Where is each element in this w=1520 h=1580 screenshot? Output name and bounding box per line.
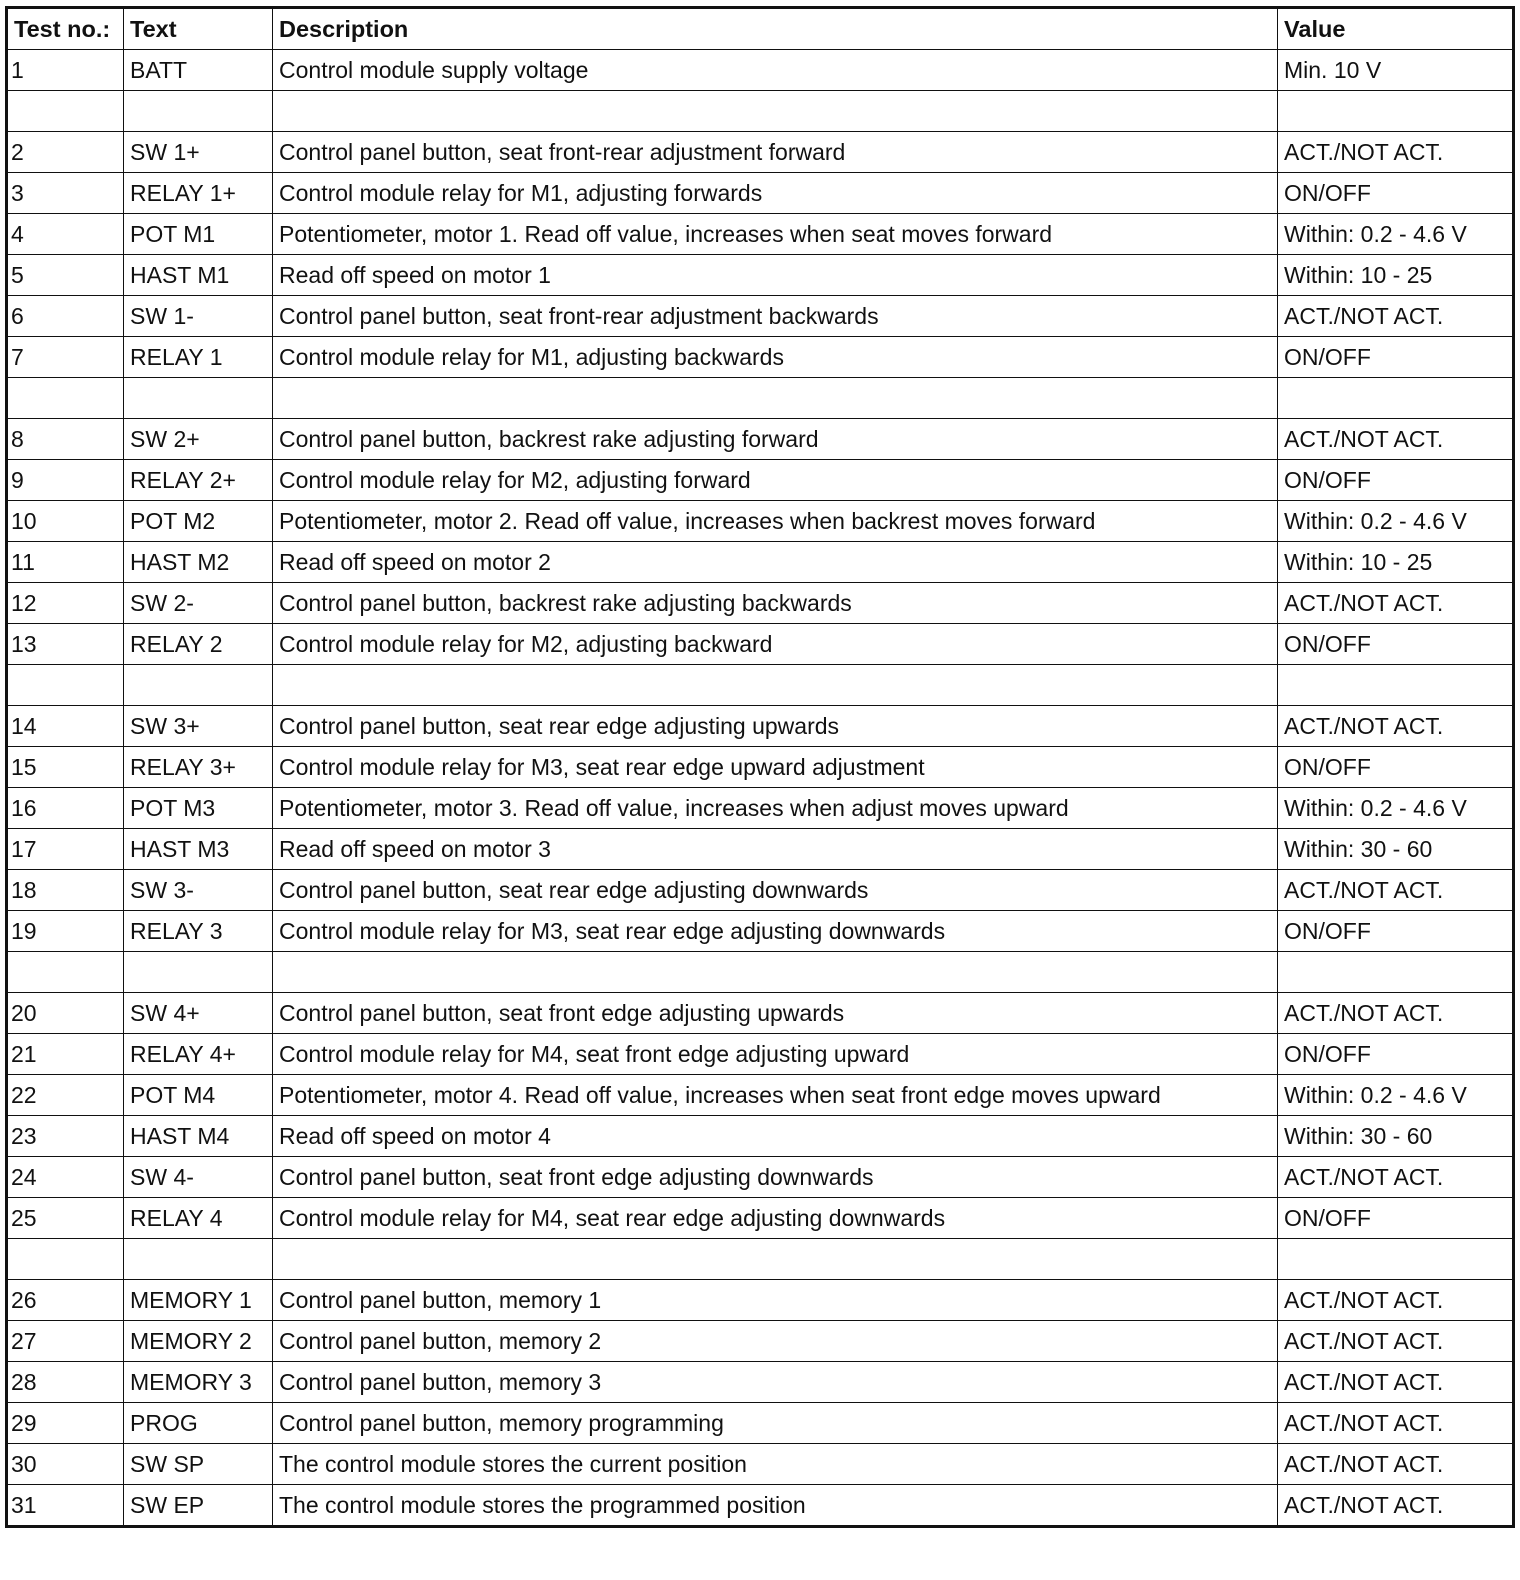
cell-value: ACT./NOT ACT.	[1278, 1280, 1514, 1321]
cell-text-empty	[124, 91, 273, 132]
cell-value-empty	[1278, 378, 1514, 419]
table-row	[7, 829, 1514, 870]
cell-value: Within: 10 - 25	[1278, 255, 1514, 296]
cell-text: SW 4-	[124, 1157, 273, 1198]
cell-description: Control panel button, memory programming	[273, 1403, 1278, 1444]
cell-description: Read off speed on motor 4	[273, 1116, 1278, 1157]
table-row	[7, 1075, 1514, 1116]
table-row-spacer	[7, 665, 1514, 706]
cell-description: Read off speed on motor 3	[273, 829, 1278, 870]
cell-text: RELAY 1+	[124, 173, 273, 214]
cell-test-no: 31	[7, 1485, 124, 1527]
cell-text: POT M1	[124, 214, 273, 255]
cell-value: ON/OFF	[1278, 624, 1514, 665]
cell-value: ACT./NOT ACT.	[1278, 1485, 1514, 1527]
cell-text: BATT	[124, 50, 273, 91]
cell-value: ACT./NOT ACT.	[1278, 1321, 1514, 1362]
table-row-spacer	[7, 1239, 1514, 1280]
cell-description: Potentiometer, motor 4. Read off value, increases when seat front edge moves upward	[273, 1075, 1278, 1116]
cell-text: SW 1+	[124, 132, 273, 173]
cell-text: SW EP	[124, 1485, 273, 1527]
header-value: Value	[1278, 8, 1514, 50]
cell-value: Within: 0.2 - 4.6 V	[1278, 788, 1514, 829]
table-row	[7, 1403, 1514, 1444]
cell-description: Control module supply voltage	[273, 50, 1278, 91]
cell-test-no: 14	[7, 706, 124, 747]
cell-test-no: 1	[7, 50, 124, 91]
cell-test-no: 21	[7, 1034, 124, 1075]
cell-test-no: 12	[7, 583, 124, 624]
table-row	[7, 132, 1514, 173]
cell-value: ON/OFF	[1278, 337, 1514, 378]
cell-value: ON/OFF	[1278, 173, 1514, 214]
cell-description: Control panel button, memory 2	[273, 1321, 1278, 1362]
cell-description: Control panel button, seat front-rear adjustment forward	[273, 132, 1278, 173]
cell-value: ACT./NOT ACT.	[1278, 583, 1514, 624]
cell-test-no: 23	[7, 1116, 124, 1157]
table-row	[7, 993, 1514, 1034]
cell-description-empty	[273, 952, 1278, 993]
cell-description: The control module stores the current position	[273, 1444, 1278, 1485]
cell-description: Control module relay for M3, seat rear edge adjusting downwards	[273, 911, 1278, 952]
cell-test-no: 13	[7, 624, 124, 665]
cell-text: SW 4+	[124, 993, 273, 1034]
cell-value: Min. 10 V	[1278, 50, 1514, 91]
cell-text: POT M2	[124, 501, 273, 542]
cell-value: ACT./NOT ACT.	[1278, 1157, 1514, 1198]
cell-value: ON/OFF	[1278, 747, 1514, 788]
table-row	[7, 1198, 1514, 1239]
table-row	[7, 501, 1514, 542]
table-row	[7, 1321, 1514, 1362]
cell-value-empty	[1278, 91, 1514, 132]
cell-value: ACT./NOT ACT.	[1278, 706, 1514, 747]
table-row	[7, 296, 1514, 337]
table-row	[7, 1280, 1514, 1321]
cell-description: Control panel button, seat front edge adjusting downwards	[273, 1157, 1278, 1198]
cell-text: SW 3-	[124, 870, 273, 911]
cell-value: ACT./NOT ACT.	[1278, 1444, 1514, 1485]
cell-text: RELAY 2+	[124, 460, 273, 501]
cell-text-empty	[124, 665, 273, 706]
cell-description: Potentiometer, motor 2. Read off value, increases when backrest moves forward	[273, 501, 1278, 542]
cell-text: POT M3	[124, 788, 273, 829]
cell-test-no: 25	[7, 1198, 124, 1239]
cell-value: Within: 0.2 - 4.6 V	[1278, 1075, 1514, 1116]
cell-description: Control panel button, seat front edge adjusting upwards	[273, 993, 1278, 1034]
cell-test-no: 4	[7, 214, 124, 255]
cell-test-no: 9	[7, 460, 124, 501]
cell-value: Within: 0.2 - 4.6 V	[1278, 501, 1514, 542]
cell-text: SW 1-	[124, 296, 273, 337]
table-row	[7, 460, 1514, 501]
cell-value: ACT./NOT ACT.	[1278, 870, 1514, 911]
cell-test-no: 3	[7, 173, 124, 214]
cell-text: HAST M4	[124, 1116, 273, 1157]
cell-value: ACT./NOT ACT.	[1278, 993, 1514, 1034]
cell-test-no: 30	[7, 1444, 124, 1485]
table-row	[7, 1157, 1514, 1198]
table-row	[7, 747, 1514, 788]
cell-value-empty	[1278, 1239, 1514, 1280]
cell-description-empty	[273, 378, 1278, 419]
header-test-no: Test no.:	[7, 8, 124, 50]
table-row	[7, 1444, 1514, 1485]
cell-test-no: 8	[7, 419, 124, 460]
cell-text: HAST M1	[124, 255, 273, 296]
cell-description: Control panel button, seat rear edge adjusting downwards	[273, 870, 1278, 911]
cell-value: ON/OFF	[1278, 460, 1514, 501]
cell-text: SW 2+	[124, 419, 273, 460]
test-table	[5, 6, 1515, 1528]
cell-description-empty	[273, 91, 1278, 132]
table-row	[7, 788, 1514, 829]
cell-test-no-empty	[7, 952, 124, 993]
cell-test-no: 24	[7, 1157, 124, 1198]
cell-value: ACT./NOT ACT.	[1278, 1403, 1514, 1444]
table-row	[7, 583, 1514, 624]
table-row	[7, 1362, 1514, 1403]
table-row	[7, 870, 1514, 911]
table-row	[7, 706, 1514, 747]
cell-test-no-empty	[7, 665, 124, 706]
cell-text: MEMORY 2	[124, 1321, 273, 1362]
table-row-spacer	[7, 952, 1514, 993]
table-row-spacer	[7, 91, 1514, 132]
table-row	[7, 624, 1514, 665]
cell-test-no: 20	[7, 993, 124, 1034]
cell-test-no: 22	[7, 1075, 124, 1116]
cell-text: RELAY 3	[124, 911, 273, 952]
cell-description: Control panel button, memory 3	[273, 1362, 1278, 1403]
cell-description: Control panel button, backrest rake adjusting backwards	[273, 583, 1278, 624]
cell-description-empty	[273, 1239, 1278, 1280]
cell-text: MEMORY 1	[124, 1280, 273, 1321]
table-header-row	[7, 8, 1514, 50]
cell-test-no: 5	[7, 255, 124, 296]
cell-text: RELAY 1	[124, 337, 273, 378]
header-description: Description	[273, 8, 1278, 50]
cell-description: Control module relay for M2, adjusting forward	[273, 460, 1278, 501]
table-row-spacer	[7, 378, 1514, 419]
cell-value: ACT./NOT ACT.	[1278, 296, 1514, 337]
cell-value: ACT./NOT ACT.	[1278, 1362, 1514, 1403]
cell-text-empty	[124, 378, 273, 419]
table-row	[7, 911, 1514, 952]
table-row	[7, 1034, 1514, 1075]
cell-description: Potentiometer, motor 1. Read off value, increases when seat moves forward	[273, 214, 1278, 255]
cell-test-no: 28	[7, 1362, 124, 1403]
cell-text: RELAY 3+	[124, 747, 273, 788]
cell-text: RELAY 4+	[124, 1034, 273, 1075]
cell-description: Control panel button, backrest rake adjusting forward	[273, 419, 1278, 460]
cell-test-no-empty	[7, 378, 124, 419]
cell-text-empty	[124, 952, 273, 993]
cell-test-no: 29	[7, 1403, 124, 1444]
cell-description-empty	[273, 665, 1278, 706]
cell-value-empty	[1278, 952, 1514, 993]
cell-test-no: 26	[7, 1280, 124, 1321]
cell-test-no: 17	[7, 829, 124, 870]
cell-test-no: 2	[7, 132, 124, 173]
cell-test-no: 16	[7, 788, 124, 829]
cell-text: HAST M3	[124, 829, 273, 870]
cell-test-no: 19	[7, 911, 124, 952]
cell-value: ON/OFF	[1278, 1034, 1514, 1075]
cell-description: Control panel button, seat rear edge adjusting upwards	[273, 706, 1278, 747]
cell-text: SW 2-	[124, 583, 273, 624]
cell-text: PROG	[124, 1403, 273, 1444]
cell-text: RELAY 2	[124, 624, 273, 665]
cell-text-empty	[124, 1239, 273, 1280]
table-row	[7, 337, 1514, 378]
table-row	[7, 419, 1514, 460]
cell-value: Within: 30 - 60	[1278, 1116, 1514, 1157]
table-row	[7, 173, 1514, 214]
cell-description: Potentiometer, motor 3. Read off value, increases when adjust moves upward	[273, 788, 1278, 829]
cell-description: Control module relay for M4, seat rear edge adjusting downwards	[273, 1198, 1278, 1239]
cell-value: ON/OFF	[1278, 911, 1514, 952]
cell-description: Control module relay for M1, adjusting forwards	[273, 173, 1278, 214]
cell-test-no: 27	[7, 1321, 124, 1362]
cell-text: RELAY 4	[124, 1198, 273, 1239]
cell-text: HAST M2	[124, 542, 273, 583]
cell-value: ACT./NOT ACT.	[1278, 132, 1514, 173]
cell-test-no: 7	[7, 337, 124, 378]
cell-value: Within: 30 - 60	[1278, 829, 1514, 870]
cell-test-no-empty	[7, 91, 124, 132]
cell-description: Read off speed on motor 2	[273, 542, 1278, 583]
cell-test-no: 18	[7, 870, 124, 911]
test-table-container	[5, 6, 1512, 1528]
cell-description: Control module relay for M4, seat front edge adjusting upward	[273, 1034, 1278, 1075]
cell-description: Control module relay for M3, seat rear edge upward adjustment	[273, 747, 1278, 788]
cell-test-no: 6	[7, 296, 124, 337]
table-row	[7, 50, 1514, 91]
cell-description: Control module relay for M1, adjusting backwards	[273, 337, 1278, 378]
cell-text: POT M4	[124, 1075, 273, 1116]
cell-test-no: 10	[7, 501, 124, 542]
header-text: Text	[124, 8, 273, 50]
cell-text: SW 3+	[124, 706, 273, 747]
cell-text: SW SP	[124, 1444, 273, 1485]
cell-test-no-empty	[7, 1239, 124, 1280]
cell-description: Control panel button, memory 1	[273, 1280, 1278, 1321]
table-row	[7, 1485, 1514, 1527]
table-row	[7, 255, 1514, 296]
table-body	[7, 50, 1514, 1527]
table-row	[7, 1116, 1514, 1157]
cell-description: Read off speed on motor 1	[273, 255, 1278, 296]
cell-value: ON/OFF	[1278, 1198, 1514, 1239]
cell-value-empty	[1278, 665, 1514, 706]
cell-value: ACT./NOT ACT.	[1278, 419, 1514, 460]
cell-value: Within: 10 - 25	[1278, 542, 1514, 583]
table-row	[7, 214, 1514, 255]
cell-description: Control panel button, seat front-rear adjustment backwards	[273, 296, 1278, 337]
cell-description: The control module stores the programmed position	[273, 1485, 1278, 1527]
cell-test-no: 15	[7, 747, 124, 788]
cell-test-no: 11	[7, 542, 124, 583]
cell-value: Within: 0.2 - 4.6 V	[1278, 214, 1514, 255]
table-row	[7, 542, 1514, 583]
cell-description: Control module relay for M2, adjusting backward	[273, 624, 1278, 665]
cell-text: MEMORY 3	[124, 1362, 273, 1403]
